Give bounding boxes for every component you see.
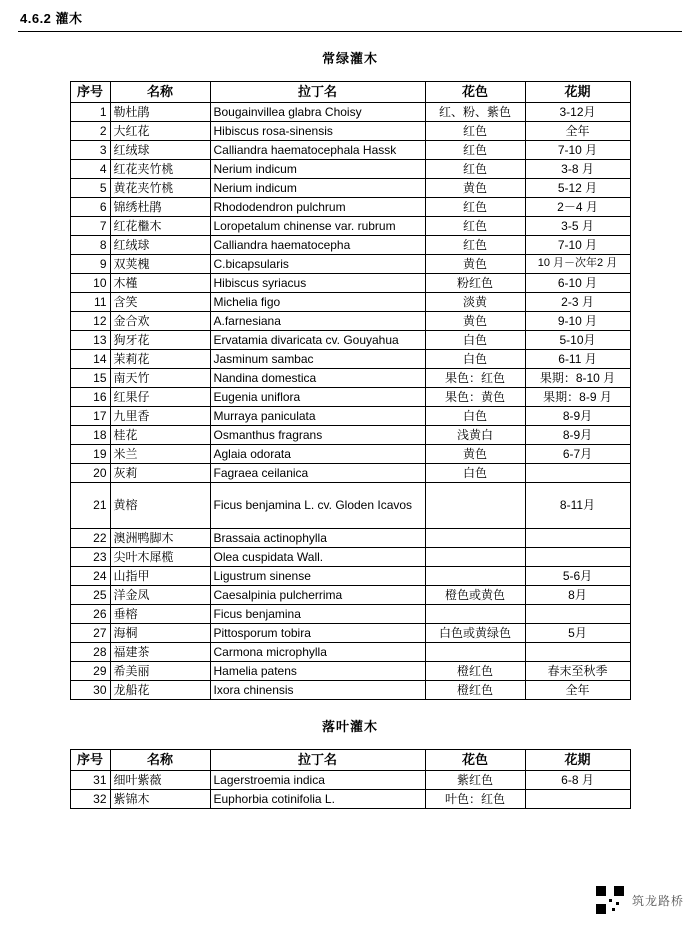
cell-name: 尖叶木犀榄 xyxy=(110,548,210,567)
table-row xyxy=(70,624,630,643)
cell-latin: Hibiscus rosa-sinensis xyxy=(210,122,425,141)
cell-period: 8-9月 xyxy=(525,426,630,445)
cell-name: 红花檵木 xyxy=(110,217,210,236)
cell-name: 狗牙花 xyxy=(110,331,210,350)
cell-latin: Eugenia uniflora xyxy=(210,388,425,407)
table-row xyxy=(70,662,630,681)
cell-period: 3-5 月 xyxy=(525,217,630,236)
cell-period: 6-7月 xyxy=(525,445,630,464)
cell-period: 8-9月 xyxy=(525,407,630,426)
cell-latin: Ervatamia divaricata cv. Gouyahua xyxy=(210,331,425,350)
table-row xyxy=(70,464,630,483)
cell-period: 6-10 月 xyxy=(525,274,630,293)
cell-index: 20 xyxy=(70,464,110,483)
cell-name: 紫锦木 xyxy=(110,790,210,809)
column-header-latin: 拉丁名 xyxy=(210,82,425,103)
cell-name: 龙船花 xyxy=(110,681,210,700)
column-header-flower-color: 花色 xyxy=(425,750,525,771)
cell-color: 果色：红色 xyxy=(425,369,525,388)
cell-index: 30 xyxy=(70,681,110,700)
cell-index: 7 xyxy=(70,217,110,236)
cell-index: 8 xyxy=(70,236,110,255)
cell-period: 5月 xyxy=(525,624,630,643)
table-row xyxy=(70,312,630,331)
cell-period xyxy=(525,548,630,567)
cell-latin: Lagerstroemia indica xyxy=(210,771,425,790)
table-row xyxy=(70,529,630,548)
cell-latin: Murraya paniculata xyxy=(210,407,425,426)
column-header-flower-color: 花色 xyxy=(425,82,525,103)
table-row xyxy=(70,350,630,369)
table-row xyxy=(70,122,630,141)
cell-name: 希美丽 xyxy=(110,662,210,681)
cell-index: 25 xyxy=(70,586,110,605)
cell-name: 灰莉 xyxy=(110,464,210,483)
cell-period: 5-12 月 xyxy=(525,179,630,198)
cell-index: 32 xyxy=(70,790,110,809)
cell-color xyxy=(425,483,525,529)
table-row xyxy=(70,255,630,274)
cell-name: 黄榕 xyxy=(110,483,210,529)
table-header-row xyxy=(70,82,630,103)
cell-color: 黄色 xyxy=(425,312,525,331)
cell-name: 金合欢 xyxy=(110,312,210,331)
cell-color: 橙色或黄色 xyxy=(425,586,525,605)
table-row xyxy=(70,771,630,790)
cell-period: 8-11月 xyxy=(525,483,630,529)
cell-color: 黄色 xyxy=(425,179,525,198)
cell-index: 24 xyxy=(70,567,110,586)
cell-color: 白色 xyxy=(425,350,525,369)
cell-latin: Jasminum sambac xyxy=(210,350,425,369)
cell-color xyxy=(425,529,525,548)
table-row xyxy=(70,103,630,122)
cell-index: 10 xyxy=(70,274,110,293)
cell-period: 3-8 月 xyxy=(525,160,630,179)
cell-period: 7-10 月 xyxy=(525,236,630,255)
qr-code-icon[interactable] xyxy=(595,885,625,915)
cell-index: 26 xyxy=(70,605,110,624)
evergreen-shrub-table xyxy=(70,81,631,700)
cell-latin: Loropetalum chinense var. rubrum xyxy=(210,217,425,236)
table-row xyxy=(70,643,630,662)
table-row xyxy=(70,388,630,407)
cell-color: 白色 xyxy=(425,407,525,426)
cell-name: 海桐 xyxy=(110,624,210,643)
cell-name: 黄花夹竹桃 xyxy=(110,179,210,198)
cell-index: 22 xyxy=(70,529,110,548)
column-header-latin: 拉丁名 xyxy=(210,750,425,771)
cell-period: 5-6月 xyxy=(525,567,630,586)
cell-latin: Euphorbia cotinifolia L. xyxy=(210,790,425,809)
cell-color: 红色 xyxy=(425,122,525,141)
cell-name: 木槿 xyxy=(110,274,210,293)
cell-name: 米兰 xyxy=(110,445,210,464)
cell-index: 13 xyxy=(70,331,110,350)
table-row xyxy=(70,790,630,809)
cell-name: 红绒球 xyxy=(110,141,210,160)
cell-index: 31 xyxy=(70,771,110,790)
cell-period: 果期：8-9 月 xyxy=(525,388,630,407)
table-row xyxy=(70,179,630,198)
cell-index: 17 xyxy=(70,407,110,426)
cell-latin: Hamelia patens xyxy=(210,662,425,681)
table-row xyxy=(70,567,630,586)
table-row xyxy=(70,274,630,293)
cell-index: 1 xyxy=(70,103,110,122)
cell-period: 全年 xyxy=(525,681,630,700)
cell-latin: Rhododendron pulchrum xyxy=(210,198,425,217)
table-row xyxy=(70,217,630,236)
table-row xyxy=(70,483,630,529)
table-row xyxy=(70,236,630,255)
cell-color: 红色 xyxy=(425,198,525,217)
cell-latin: Ficus benjamina L. cv. Gloden Icavos xyxy=(210,483,425,529)
cell-latin: Olea cuspidata Wall. xyxy=(210,548,425,567)
cell-latin: Hibiscus syriacus xyxy=(210,274,425,293)
cell-name: 大红花 xyxy=(110,122,210,141)
cell-latin: Osmanthus fragrans xyxy=(210,426,425,445)
table-row xyxy=(70,407,630,426)
cell-period: 7-10 月 xyxy=(525,141,630,160)
cell-name: 细叶紫薇 xyxy=(110,771,210,790)
column-header-flower-period: 花期 xyxy=(525,750,630,771)
cell-index: 28 xyxy=(70,643,110,662)
cell-color: 粉红色 xyxy=(425,274,525,293)
cell-period xyxy=(525,643,630,662)
section-heading: 4.6.2 灌木 xyxy=(20,11,83,26)
header-divider xyxy=(18,31,682,32)
cell-index: 6 xyxy=(70,198,110,217)
cell-index: 21 xyxy=(70,483,110,529)
cell-latin: Caesalpinia pulcherrima xyxy=(210,586,425,605)
cell-latin: Carmona microphylla xyxy=(210,643,425,662)
table-row xyxy=(70,160,630,179)
cell-color xyxy=(425,548,525,567)
cell-index: 2 xyxy=(70,122,110,141)
cell-period: 6-11 月 xyxy=(525,350,630,369)
column-header-flower-period: 花期 xyxy=(525,82,630,103)
cell-latin: Brassaia actinophylla xyxy=(210,529,425,548)
table-title-evergreen: 常绿灌木 xyxy=(321,51,378,66)
column-header-index: 序号 xyxy=(70,750,110,771)
cell-index: 14 xyxy=(70,350,110,369)
cell-color: 白色 xyxy=(425,331,525,350)
table-row xyxy=(70,293,630,312)
table-row xyxy=(70,369,630,388)
cell-latin: C.bicapsularis xyxy=(210,255,425,274)
cell-index: 3 xyxy=(70,141,110,160)
cell-latin: Bougainvillea glabra Choisy xyxy=(210,103,425,122)
cell-name: 红果仔 xyxy=(110,388,210,407)
cell-color: 黄色 xyxy=(425,255,525,274)
cell-name: 垂榕 xyxy=(110,605,210,624)
cell-name: 锦绣杜鹃 xyxy=(110,198,210,217)
cell-latin: Pittosporum tobira xyxy=(210,624,425,643)
cell-latin: Nandina domestica xyxy=(210,369,425,388)
cell-period: 10 月－次年2 月 xyxy=(525,255,630,274)
cell-latin: Nerium indicum xyxy=(210,179,425,198)
cell-latin: Calliandra haematocepha xyxy=(210,236,425,255)
table-row xyxy=(70,605,630,624)
cell-color: 叶色：红色 xyxy=(425,790,525,809)
table-row xyxy=(70,445,630,464)
cell-color xyxy=(425,567,525,586)
cell-period: 3-12月 xyxy=(525,103,630,122)
cell-name: 红花夹竹桃 xyxy=(110,160,210,179)
cell-period: 2－4 月 xyxy=(525,198,630,217)
cell-name: 南天竹 xyxy=(110,369,210,388)
cell-period: 5-10月 xyxy=(525,331,630,350)
cell-period: 9-10 月 xyxy=(525,312,630,331)
cell-latin: Ficus benjamina xyxy=(210,605,425,624)
cell-name: 茉莉花 xyxy=(110,350,210,369)
cell-name: 红绒球 xyxy=(110,236,210,255)
cell-latin: Ixora chinensis xyxy=(210,681,425,700)
table-row xyxy=(70,586,630,605)
cell-period xyxy=(525,529,630,548)
cell-name: 洋金凤 xyxy=(110,586,210,605)
cell-color: 白色 xyxy=(425,464,525,483)
table-row xyxy=(70,198,630,217)
table-row xyxy=(70,681,630,700)
cell-index: 12 xyxy=(70,312,110,331)
table-title-deciduous: 落叶灌木 xyxy=(321,719,378,734)
cell-index: 19 xyxy=(70,445,110,464)
cell-index: 11 xyxy=(70,293,110,312)
cell-index: 4 xyxy=(70,160,110,179)
cell-index: 16 xyxy=(70,388,110,407)
cell-color xyxy=(425,643,525,662)
table-row xyxy=(70,141,630,160)
table-header-row xyxy=(70,750,630,771)
cell-name: 澳洲鸭脚木 xyxy=(110,529,210,548)
cell-color: 橙红色 xyxy=(425,662,525,681)
cell-index: 23 xyxy=(70,548,110,567)
cell-name: 桂花 xyxy=(110,426,210,445)
account-name: 筑龙路桥 xyxy=(631,893,684,908)
cell-color: 果色：黄色 xyxy=(425,388,525,407)
cell-latin: Aglaia odorata xyxy=(210,445,425,464)
column-header-name: 名称 xyxy=(110,82,210,103)
cell-index: 18 xyxy=(70,426,110,445)
cell-latin: Michelia figo xyxy=(210,293,425,312)
cell-color: 红色 xyxy=(425,236,525,255)
cell-name: 含笑 xyxy=(110,293,210,312)
cell-latin: A.farnesiana xyxy=(210,312,425,331)
cell-color: 淡黄 xyxy=(425,293,525,312)
column-header-name: 名称 xyxy=(110,750,210,771)
cell-index: 27 xyxy=(70,624,110,643)
cell-name: 九里香 xyxy=(110,407,210,426)
cell-period: 6-8 月 xyxy=(525,771,630,790)
cell-period: 2-3 月 xyxy=(525,293,630,312)
cell-color: 红色 xyxy=(425,160,525,179)
cell-period xyxy=(525,790,630,809)
cell-index: 5 xyxy=(70,179,110,198)
deciduous-shrub-table xyxy=(70,749,631,809)
cell-period: 果期：8-10 月 xyxy=(525,369,630,388)
cell-color: 黄色 xyxy=(425,445,525,464)
cell-color: 红色 xyxy=(425,217,525,236)
cell-color: 紫红色 xyxy=(425,771,525,790)
cell-latin: Ligustrum sinense xyxy=(210,567,425,586)
cell-color xyxy=(425,605,525,624)
cell-latin: Fagraea ceilanica xyxy=(210,464,425,483)
cell-color: 红色 xyxy=(425,141,525,160)
cell-latin: Calliandra haematocephala Hassk xyxy=(210,141,425,160)
cell-index: 29 xyxy=(70,662,110,681)
table-row xyxy=(70,426,630,445)
cell-period xyxy=(525,464,630,483)
cell-index: 15 xyxy=(70,369,110,388)
cell-period: 全年 xyxy=(525,122,630,141)
cell-period: 春末至秋季 xyxy=(525,662,630,681)
cell-color: 白色或黄绿色 xyxy=(425,624,525,643)
cell-period xyxy=(525,605,630,624)
column-header-index: 序号 xyxy=(70,82,110,103)
cell-latin: Nerium indicum xyxy=(210,160,425,179)
cell-name: 山指甲 xyxy=(110,567,210,586)
cell-color: 橙红色 xyxy=(425,681,525,700)
table-row xyxy=(70,548,630,567)
table-row xyxy=(70,331,630,350)
page-footer xyxy=(0,867,700,929)
cell-color: 浅黄白 xyxy=(425,426,525,445)
cell-name: 勒杜鹃 xyxy=(110,103,210,122)
cell-period: 8月 xyxy=(525,586,630,605)
cell-name: 福建茶 xyxy=(110,643,210,662)
cell-index: 9 xyxy=(70,255,110,274)
cell-name: 双荚槐 xyxy=(110,255,210,274)
cell-color: 红、粉、紫色 xyxy=(425,103,525,122)
footer-account[interactable] xyxy=(595,885,684,915)
